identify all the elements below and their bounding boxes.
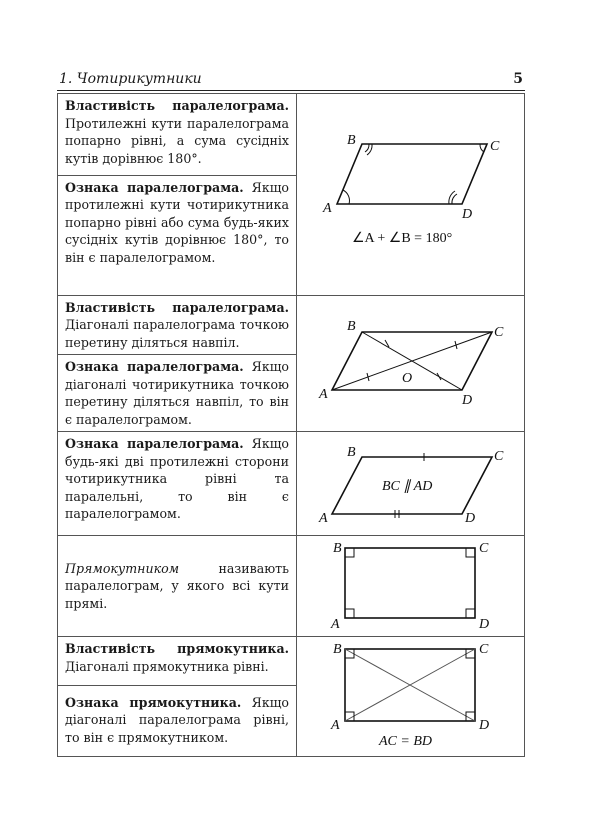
property-cell <box>58 685 297 756</box>
definition: Діагоналі прямокутника рівні. <box>65 658 269 674</box>
term: Ознака прямокутника. <box>65 694 242 710</box>
properties-table <box>57 93 525 757</box>
vertex-a: A <box>319 387 328 402</box>
table-row <box>58 94 525 176</box>
vertex-d: D <box>479 718 490 733</box>
table-row <box>58 637 525 686</box>
vertex-b: B <box>333 642 342 657</box>
term: Властивість прямокутника. <box>65 641 289 656</box>
vertex-d: D <box>462 207 473 222</box>
vertex-b: B <box>347 445 356 460</box>
parallelogram-sides-figure <box>297 432 524 530</box>
center-o: O <box>402 371 413 386</box>
definition: Якщо протилежні кути чотирикутника попарно рівні або сума будь-яких сусідніх кутів дорівнює 180°, то він є паралелограмом. <box>65 179 289 265</box>
vertex-a: A <box>331 718 340 733</box>
definition: Діагоналі паралелограма точкою перетину діляться навпіл. <box>65 317 289 350</box>
figure-cell <box>297 637 525 757</box>
rectangle-figure <box>297 536 524 632</box>
term: Ознака паралелограма. <box>65 179 244 195</box>
vertex-c: C <box>494 325 504 340</box>
property-cell <box>58 355 297 432</box>
vertex-b: B <box>347 319 356 334</box>
table-row <box>58 432 525 536</box>
term: Ознака паралелограма. <box>65 359 244 374</box>
property-cell <box>58 295 297 355</box>
chapter-title: 1. Чотирикутники <box>59 71 202 87</box>
vertex-b: B <box>333 540 342 556</box>
property-cell <box>58 94 297 176</box>
figure-cell <box>297 94 525 296</box>
property-cell <box>58 637 297 686</box>
term: Властивість паралелограма. <box>65 98 289 113</box>
term: Властивість паралелограма. <box>65 299 289 315</box>
vertex-a: A <box>331 616 340 632</box>
table-row <box>58 295 525 355</box>
figure-cell <box>297 535 525 637</box>
vertex-d: D <box>462 393 473 408</box>
vertex-d: D <box>465 511 476 526</box>
vertex-c: C <box>479 642 489 657</box>
figure-caption: BC ∥ AD <box>382 479 433 494</box>
definition: Якщо діагоналі паралелограма рівні, то він є прямокутником. <box>65 694 289 745</box>
definition: називають паралелограм, у якого всі кути прямі. <box>65 560 289 611</box>
vertex-c: C <box>490 139 500 154</box>
page-number: 5 <box>513 71 523 87</box>
vertex-c: C <box>494 449 504 464</box>
vertex-d: D <box>479 616 490 632</box>
rectangle-diagonals-figure <box>297 637 524 751</box>
parallelogram-angles-figure <box>297 94 524 290</box>
figure-cell <box>297 432 525 536</box>
vertex-c: C <box>479 540 489 556</box>
property-cell <box>58 175 297 295</box>
definition: Протилежні кути паралелограма попарно рівні, а сума сусідніх кутів дорівнює 180°. <box>65 115 289 166</box>
definition: Якщо діагоналі чотирикутника точкою перетину діляться навпіл, то він є паралелограмом. <box>65 359 289 427</box>
figure-caption: AC = BD <box>379 734 432 749</box>
page-header <box>57 70 525 91</box>
vertex-a: A <box>323 201 332 216</box>
vertex-a: A <box>319 511 328 526</box>
parallelogram-diagonals-figure <box>297 302 524 420</box>
term: Прямокутником <box>65 560 180 576</box>
term: Ознака паралелограма. <box>65 436 244 451</box>
table-row <box>58 535 525 637</box>
vertex-b: B <box>347 133 356 148</box>
property-cell <box>58 432 297 536</box>
figure-caption: ∠A + ∠B = 180° <box>352 231 453 246</box>
figure-cell <box>297 295 525 432</box>
property-cell <box>58 535 297 637</box>
definition: Якщо будь-які дві протилежні сторони чотирикутника рівні та паралельні, то він є паралелограмом. <box>65 436 289 521</box>
